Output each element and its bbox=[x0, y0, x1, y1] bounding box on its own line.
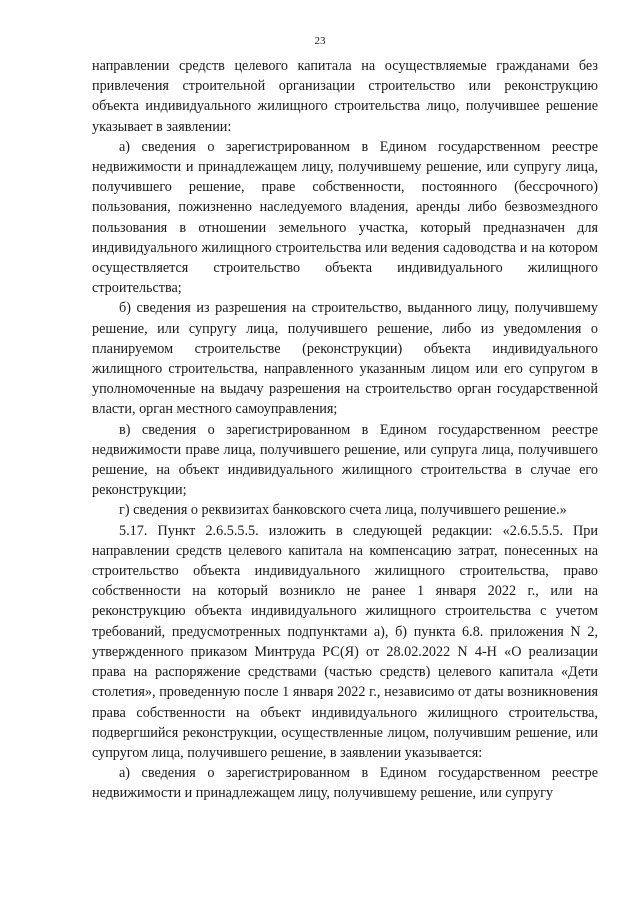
paragraph-intro-continuation: направлении средств целевого капитала на осуществляемые гражданами без привлечения строительной организации строительство или реконструкцию объекта индивидуального жилищного строительства лицо, получившее решение указывает в заявлении: bbox=[92, 58, 598, 135]
paragraph-clause-5-17: 5.17. Пункт 2.6.5.5.5. изложить в следующей редакции: «2.6.5.5.5. При направлении средств целевого капитала на компенсацию затрат, понесенных на строительство объекта индивидуального жилищного строительства, право собственности на который возникло не ранее 1 января 2022 г., или на реконструкцию объекта индивидуального жилищного строительства с учетом требований, предусмотренных подпунктами а), б) пункта 6.8. приложения N 2, утвержденного приказом Минтруда РС(Я) от 28.02.2022 N 4-Н «О реализации права на распоряжение средствами (частью средств) целевого капитала «Дети столетия», проведенную после 1 января 2022 г., независимо от даты возникновения права собственности на объект индивидуального жилищного строительства, подвергшийся реконструкции, осуществленные лицом, получившим решение, или супругом лица, получившего решение, в заявлении указывается: bbox=[92, 522, 598, 761]
paragraph-item-g: г) сведения о реквизитах банковского счета лица, получившего решение.» bbox=[119, 502, 567, 519]
paragraph-item-b: б) сведения из разрешения на строительство, выданного лицу, получившему решение, или супругу лица, получившего решение, либо из уведомления о планируемом строительстве (реконструкции) объекта индивидуального жилищного строительства, направленного указанным лицом или его супругом в уполномоченные на выдачу разрешения на строительство орган государственной власти, орган местного самоуправления; bbox=[92, 300, 598, 418]
paragraph-item-a-second: а) сведения о зарегистрированном в Едином государственном реестре недвижимости и принадлежащем лицу, получившему решение, или супругу bbox=[92, 765, 598, 802]
page-number: 23 bbox=[314, 35, 326, 47]
document-body bbox=[92, 56, 598, 804]
paragraph-item-v: в) сведения о зарегистрированном в Едином государственном реестре недвижимости праве лица, получившего решение, или супруга лица, получившего решение, на объект индивидуального жилищного строительства в случае его реконструкции; bbox=[92, 421, 598, 499]
paragraph-item-a: а) сведения о зарегистрированном в Едином государственном реестре недвижимости и принадлежащем лицу, получившему решение, или супругу лица, получившего решение, праве собственности, постоянного (бессрочного) пользования, пожизненно наследуемого владения, аренды либо безвозмездного пользования в отношении земельного участка, который предназначен для индивидуального жилищного строительства или ведения садоводства и на котором осуществляется строительство объекта индивидуального жилищного строительства; bbox=[92, 138, 598, 297]
